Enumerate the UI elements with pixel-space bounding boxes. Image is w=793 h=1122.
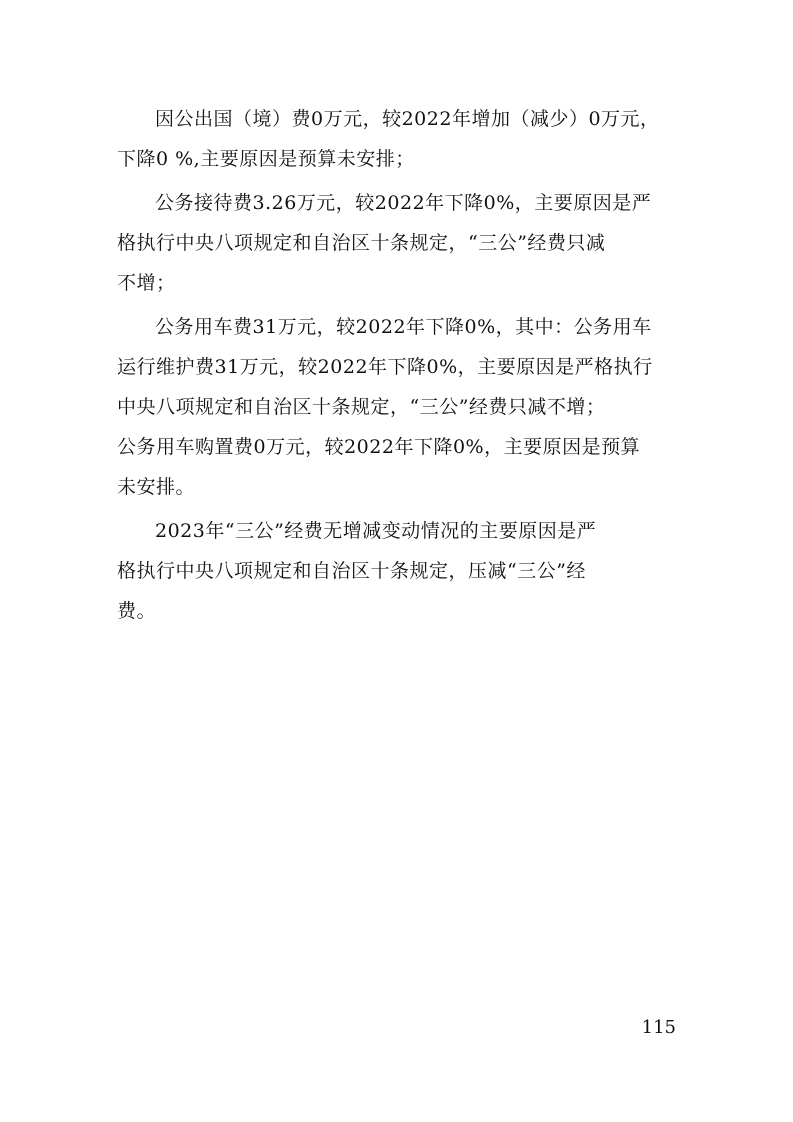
text-line: 2023年“三公”经费无增减变动情况的主要原因是严 (155, 520, 597, 542)
text-line: 公务用车费31万元，较2022年下降0%，其中：公务用车 (155, 316, 652, 338)
text-line: 格执行中央八项规定和自治区十条规定，压减“三公”经 (117, 560, 586, 582)
text-line: 未安排。 (117, 476, 196, 498)
text-line: 运行维护费31万元，较2022年下降0%，主要原因是严格执行 (117, 356, 653, 378)
paragraph-summary (117, 511, 677, 631)
text-line: 格执行中央八项规定和自治区十条规定，“三公”经费只减 (117, 232, 606, 254)
paragraph-vehicles (117, 307, 677, 507)
text-line: 因公出国（境）费0万元，较2022年增加（减少）0万元， (155, 108, 660, 130)
text-line: 公务接待费3.26万元，较2022年下降0%，主要原因是严 (155, 192, 652, 214)
text-line: 不增； (117, 272, 176, 294)
text-line: 中央八项规定和自治区十条规定，“三公”经费只减不增； (117, 396, 606, 418)
text-line: 下降0 %,主要原因是预算未安排； (117, 148, 415, 170)
document-body (117, 99, 677, 631)
paragraph-travel-abroad (117, 99, 677, 179)
paragraph-reception (117, 183, 677, 303)
page-number: 115 (641, 1017, 676, 1038)
text-line: 公务用车购置费0万元，较2022年下降0%，主要原因是预算 (117, 436, 641, 458)
text-line: 费。 (117, 600, 157, 622)
